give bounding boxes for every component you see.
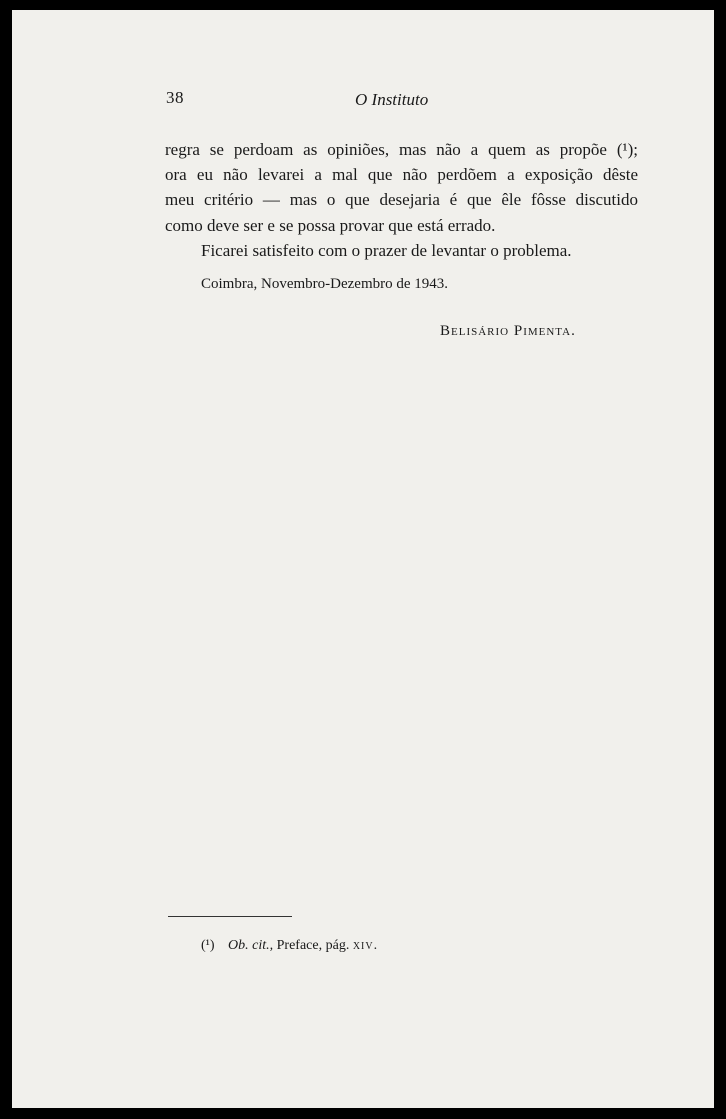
body-line: Ficarei satisfeito com o prazer de levantar o problema. <box>201 240 572 260</box>
footnote <box>201 938 378 954</box>
body-line: regra se perdoam as opiniões, mas não a quem as propõe (¹); <box>165 140 638 159</box>
footnote-text: Preface, pág. <box>276 938 350 953</box>
body-paragraphs <box>165 137 638 263</box>
body-line: ora eu não levarei a mal que não perdõem a exposição dêste <box>165 165 638 185</box>
body-line: meu critério — mas o que desejaria é que êle fôsse discutido <box>165 190 638 210</box>
footnote-marker: (¹) <box>201 938 215 953</box>
document-page <box>12 10 714 1108</box>
body-line: como deve ser e se possa provar que está errado. <box>165 215 496 235</box>
running-title: O Instituto <box>355 90 429 109</box>
page-number: 38 <box>166 88 184 107</box>
footnote-divider <box>168 916 292 917</box>
author-signature: Belisário Pimenta. <box>440 323 576 339</box>
footnote-reference: Ob. cit., <box>228 938 274 953</box>
dateline: Coimbra, Novembro-Dezembro de 1943. <box>201 276 449 292</box>
footnote-pages: xiv. <box>352 938 379 953</box>
page-header <box>12 88 714 112</box>
